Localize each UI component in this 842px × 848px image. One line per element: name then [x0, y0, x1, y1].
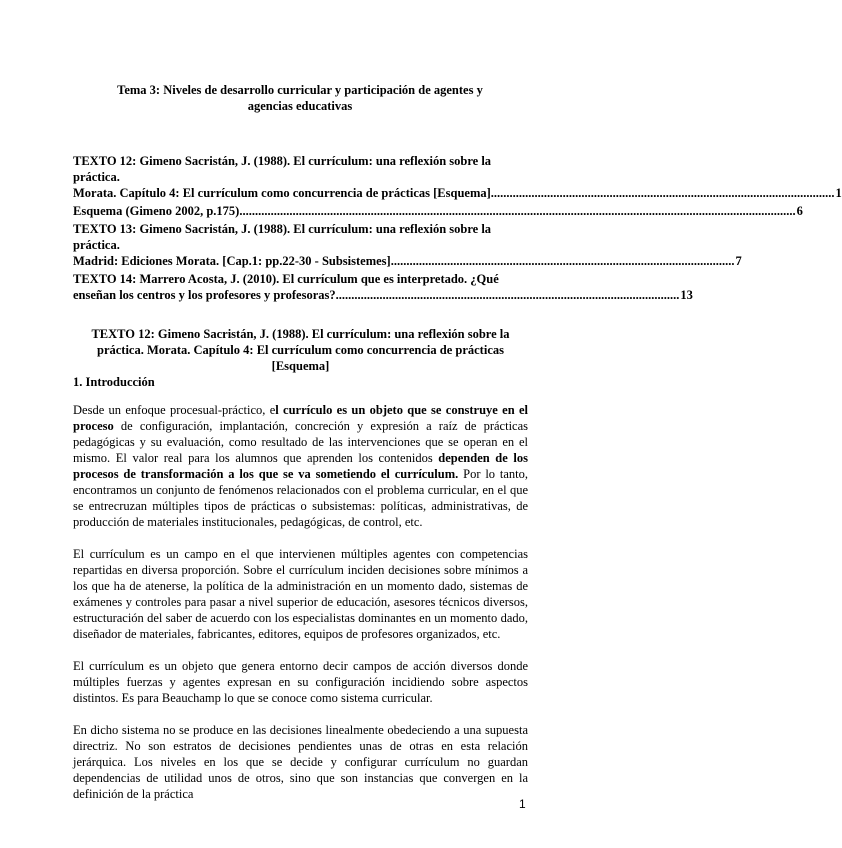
emphasis-text: l currículo es un objeto que se construye en el proceso [73, 403, 528, 433]
toc-page-number: 13 [680, 288, 693, 302]
paragraph-2: El currículum es un campo en el que intervienen múltiples agentes con competencias repartidas en diversa proporción. Sobre el currículum inciden decisiones sobre mínimos a los que ha de atenerse, la política de la administración en un momento dado, sistemas de exámenes y controles para pasar a nivel superior de educación, asesores técnicos diversos, estructuración del saber de acuerdo con los especialistas dominantes en un momento dado, diseñador de materiales, fabricantes, editores, equipos de profesores organizados, etc. [73, 547, 528, 641]
toc-entry-texto-12[interactable] [73, 153, 842, 201]
toc-entry-line: Esquema (Gimeno 2002, p.175) [73, 204, 240, 218]
toc-page-number: 6 [796, 204, 803, 218]
toc-page-number: 7 [735, 254, 742, 268]
section-heading: TEXTO 12: Gimeno Sacristán, J. (1988). El currículum: una reflexión sobre la práctica. Morata. Capítulo 4: El currículum como concurrencia de prácticas [Esquema] [91, 327, 510, 373]
paragraph-3: El currículum es un objeto que genera entorno decir campos de acción diversos donde múltiples fuerzas y agentes expresan en su configuración incidiendo sobre aspectos distintos. Es para Beauchamp lo que se conoce como sistema curricular. [73, 659, 528, 705]
emphasis-text: dependen de los procesos de transformación a los que se va sometiendo el currículum. [73, 451, 528, 481]
toc-entry-line: TEXTO 12: Gimeno Sacristán, J. (1988). El currículum: una reflexión sobre la práctica. [73, 154, 492, 184]
toc-dot-leader: .................................................................................................................................................................................. [239, 204, 796, 218]
toc-dot-leader: .............................................................................................................. [335, 288, 680, 302]
toc-entry-line: Madrid: Ediciones Morata. [Cap.1: pp.22-30 - Subsistemes] [73, 254, 391, 268]
toc-entry-line: TEXTO 14: Marrero Acosta, J. (2010). El currículum que es interpretado. ¿Qué [73, 272, 499, 286]
page-number: 1 [519, 797, 526, 811]
paragraph-1: Desde un enfoque procesual-práctico, el currículo es un objeto que se construye en el proceso de configuración, implantación, concreción y expresión a raíz de prácticas pedagógicas y su evaluación, como resultado de las intervenciones que se operan en el mismo. El valor real para los alumnos que aprenden los contenidos dependen de los procesos de transformación a los que se va sometiendo el currículum. Por lo tanto, encontramos un conjunto de fenómenos relacionados con el problema curricular, en el que se entrecruzan múltiples tipos de prácticas o subsistemas: políticas, administrativas, de producción de materiales institucionales, pedagógicas, de control, etc. [73, 403, 529, 529]
toc-entry-esquema[interactable] [73, 203, 803, 219]
paragraph-4: En dicho sistema no se produce en las decisiones linealmente obedeciendo a una supuesta directriz. No son estratos de decisiones pendientes unas de otras en esta relación jerárquica. Los niveles en los que se decide y configurar currículum no guardan dependencias de utilidad unos de otros, sino que son instancias que convergen en la definición de la práctica [73, 723, 528, 801]
body-text [73, 402, 528, 818]
toc-dot-leader: .............................................................................................................. [490, 186, 835, 200]
subheading-introduccion: 1. Introducción [73, 375, 155, 389]
table-of-contents [73, 153, 842, 305]
toc-entry-line: enseñan los centros y los profesores y profesoras? [73, 288, 336, 302]
toc-entry-texto-14[interactable] [73, 271, 693, 303]
toc-entry-texto-13[interactable] [73, 221, 742, 269]
toc-entry-line: Morata. Capítulo 4: El currículum como concurrencia de prácticas [Esquema] [73, 186, 491, 200]
toc-entry-line: TEXTO 13: Gimeno Sacristán, J. (1988). El currículum: una reflexión sobre la práctica. [73, 222, 492, 252]
toc-dot-leader: .............................................................................................................. [390, 254, 735, 268]
toc-page-number: 1 [835, 186, 842, 200]
document-title: Tema 3: Niveles de desarrollo curricular y participación de agentes y agencias educativas [117, 83, 483, 113]
